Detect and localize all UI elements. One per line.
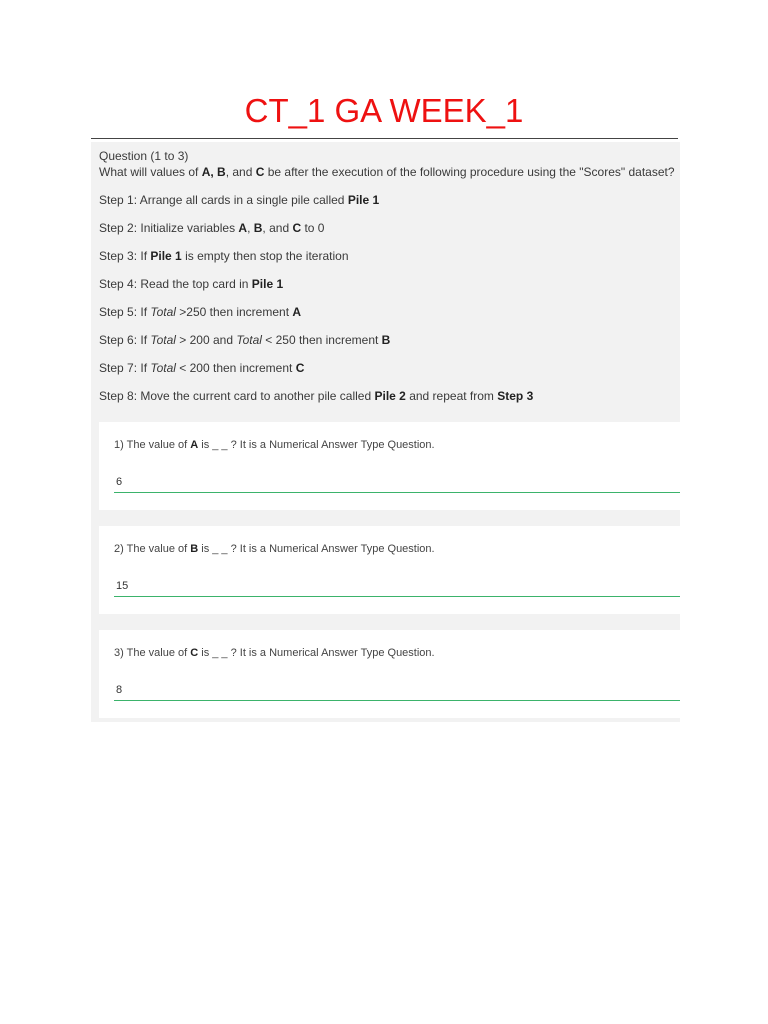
answer-underline-3 <box>114 700 680 701</box>
title-divider <box>91 138 678 139</box>
answer-input-1[interactable]: 6 <box>116 476 123 488</box>
answer-question-3: 3) The value of C is _ _ ? It is a Numerical Answer Type Question. <box>114 647 435 659</box>
question-header: Question (1 to 3) <box>99 149 189 163</box>
step-3: Step 3: If Pile 1 is empty then stop the iteration <box>99 249 349 263</box>
answer-card-1 <box>99 422 680 510</box>
question-block <box>99 148 679 416</box>
answer-card-3 <box>99 630 680 718</box>
step-8: Step 8: Move the current card to another pile called Pile 2 and repeat from Step 3 <box>99 389 534 403</box>
page-title: CT_1 GA WEEK_1 <box>244 92 524 129</box>
step-5: Step 5: If Total >250 then increment A <box>99 305 302 319</box>
answer-card-2 <box>99 526 680 614</box>
step-7: Step 7: If Total < 200 then increment C <box>99 361 305 375</box>
step-1: Step 1: Arrange all cards in a single pile called Pile 1 <box>99 193 380 207</box>
step-6: Step 6: If Total > 200 and Total < 250 then increment B <box>99 333 391 347</box>
answer-underline-1 <box>114 492 680 493</box>
answer-input-3[interactable]: 8 <box>116 684 123 696</box>
question-prompt: What will values of A, B, and C be after the execution of the following procedure using the "Scores" dataset? <box>99 165 675 179</box>
answer-underline-2 <box>114 596 680 597</box>
step-4: Step 4: Read the top card in Pile 1 <box>99 277 284 291</box>
answer-question-2: 2) The value of B is _ _ ? It is a Numerical Answer Type Question. <box>114 543 435 555</box>
step-2: Step 2: Initialize variables A, B, and C to 0 <box>99 221 325 235</box>
answer-input-2[interactable]: 15 <box>116 580 129 592</box>
answer-question-1: 1) The value of A is _ _ ? It is a Numerical Answer Type Question. <box>114 439 435 451</box>
